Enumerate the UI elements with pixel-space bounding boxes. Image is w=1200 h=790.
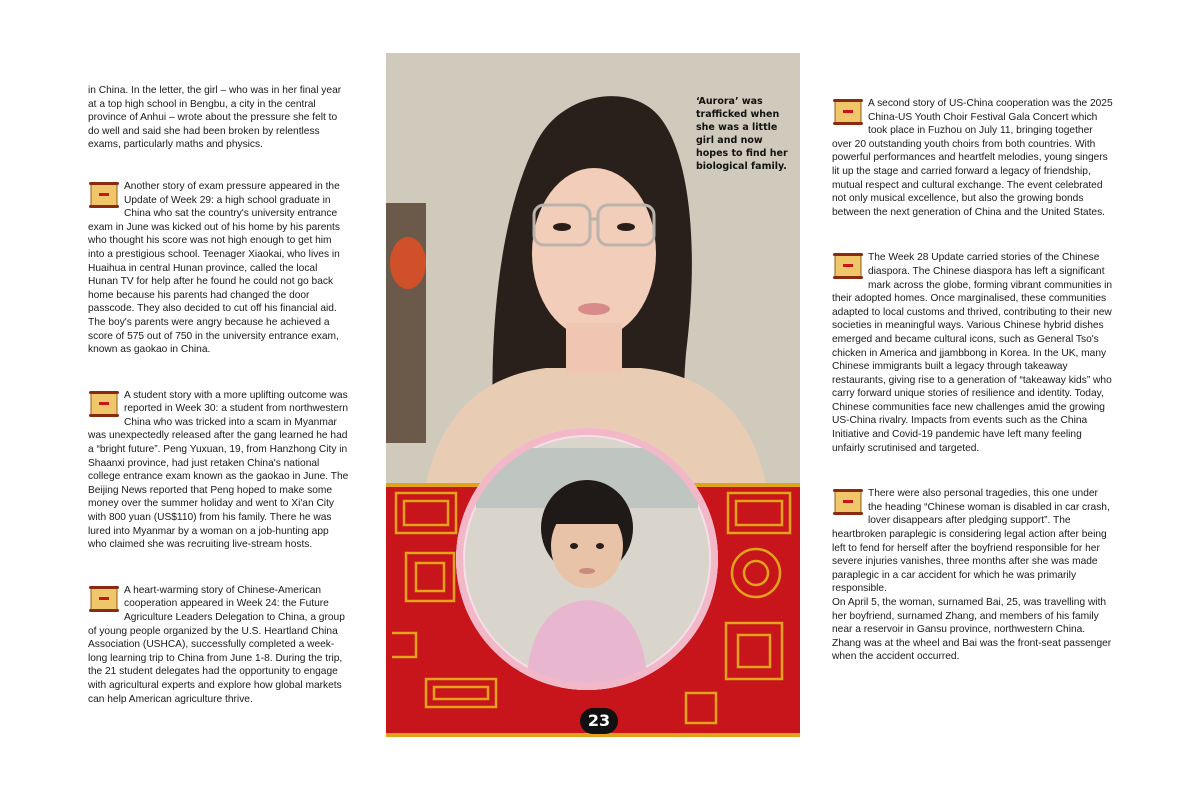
left-story-myanmar-scam <box>88 389 350 552</box>
right-paragraph-2: The Week 28 Update carried stories of the Chinese diaspora. The Chinese diaspora has left a significant mark across the globe, forming vibrant communities in their adopted homes. Once marginalised, these communities adapted to local customs and thrived, contributing to their new societies in meaningful ways. Various Chinese hybrid dishes emerged and became cultural icons, such as General Tso's chicken in America and jjambbong in Korea. In the UK, many Chinese immigrants built a legacy through takeaway restaurants, giving rise to a generation of “takeaway kids” who carry forward unique stories of resilience and identity. Today, Chinese communities face new challenges amid the growing US-China rivalry. Impacts from events such as the China Initiative and Covid-19 pandemic have left many feeling unfairly scrutinised and targeted. <box>832 252 1113 454</box>
right-story-tragedy <box>832 487 1114 596</box>
right-column <box>832 97 1114 664</box>
right-story-choir <box>832 97 1114 219</box>
chinese-scroll-icon <box>88 180 120 210</box>
left-column <box>88 84 350 706</box>
right-paragraph-1: A second story of US-China cooperation was the 2025 China-US Youth Choir Festival Gala Concert which took place in Fuzhou on July 11, bringing together over 20 outstanding youth choirs from both countries. With powerful performances and heartfelt melodies, young singers lit up the stage and carried forward a legacy of friendship, mutual respect and cultural exchange. The event celebrated not only musical excellence, but also the growing bonds between the next generation of China and the United States. <box>832 98 1113 218</box>
left-paragraph-1: in China. In the letter, the girl – who was in her final year at a top high school in Bengbu, a city in the central province of Anhui – wrote about the pressure she felt to do well and said she had been broken by relentless exams, particularly maths and physics. <box>88 85 342 151</box>
left-paragraph-4: A heart-warming story of Chinese-American cooperation appeared in Week 24: the Future Agriculture Leaders Delegation to China, a group of young people organized by the U.S. Heartland China Association (USHCA), successfully completed a week-long learning trip to China from June 1-8. During the trip, the 21 student delegates had the opportunity to engage with agricultural experts and explore how global markets can help American agriculture thrive. <box>88 584 345 705</box>
right-paragraph-4: On April 5, the woman, surnamed Bai, 25, was travelling with her boyfriend, surnamed Zhang, and members of his family near a reservoir in Gansu province, northwestern China. Zhang was at the wheel and Bai was the front-seat passenger when the accident occurred. <box>832 597 1112 663</box>
photo-caption: ‘Aurora’ was trafficked when she was a little girl and now hopes to find her biological family. <box>696 96 788 172</box>
chinese-scroll-icon <box>88 584 120 614</box>
chinese-scroll-icon <box>832 251 864 281</box>
right-paragraph-3: There were also personal tragedies, this one under the heading “Chinese woman is disabled in car crash, lover disappears after pledging support”. The heartbroken paraplegic is considering legal action after being left to fend for herself after the boyfriend responsible for her severe injuries vanishes, three months after she was made paraplegic in a car accident for which he was primarily responsible. <box>832 488 1110 595</box>
left-paragraph-2: Another story of exam pressure appeared in the Update of Week 29: a high school graduate in China who sat the country's university entrance exam in June was kicked out of his home by his parents who thought his score was not high enough to get him into a prestigious school. Teenager Xiaokai, who lives in Huaihua in central Hunan province, called the local Hunan TV for help after he found he could not go back home because his parents had changed the door passcode. They also decided to cut off his financial aid. The boy's parents were angry because he achieved a score of 575 out of 750 in the university entrance exam, known as gaokao in China. <box>88 180 340 356</box>
right-story-diaspora <box>832 251 1114 455</box>
child-photo-circle <box>456 428 718 690</box>
left-story-exam-pressure <box>88 180 350 357</box>
left-story-agriculture <box>88 584 350 706</box>
page-number: 23 <box>580 708 618 734</box>
left-paragraph-3: A student story with a more uplifting outcome was reported in Week 30: a student from northwestern China who was tricked into a scam in Myanmar was unexpectedly released after the gang learned he had a “bright future”. Peng Yuxuan, 19, from Hanzhong City in Shaanxi province, had just retaken China's national college entrance exam known as the gaokao in June. The Beijing News reported that Peng hoped to make some money over the summer holiday and went to Xi'an City with 800 yuan (US$110) from his family. There he was lured into Myanmar by a woman on a job-hunting app who claimed she was recruiting live-stream hosts. <box>88 389 349 551</box>
chinese-scroll-icon <box>832 487 864 517</box>
photo-panel <box>386 53 800 737</box>
chinese-scroll-icon <box>88 389 120 419</box>
chinese-scroll-icon <box>832 97 864 127</box>
